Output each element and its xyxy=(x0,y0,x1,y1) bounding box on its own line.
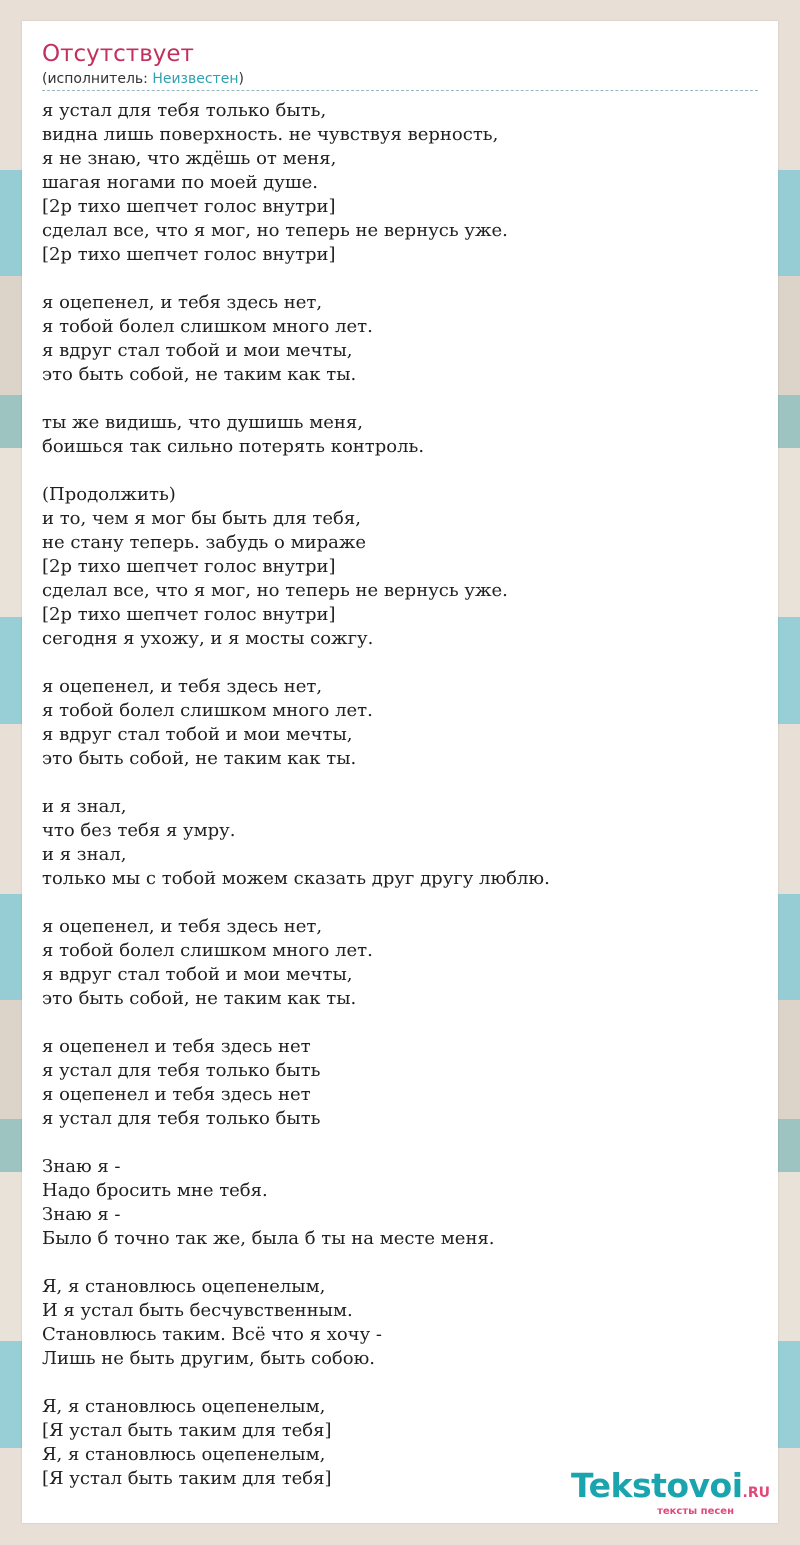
lyric-line: я устал для тебя только быть xyxy=(42,1060,321,1081)
lyric-line: это быть собой, не таким как ты. xyxy=(42,748,357,769)
lyric-line xyxy=(42,771,762,795)
lyric-line: я тобой болел слишком много лет. xyxy=(42,316,373,337)
lyric-line: [Я устал быть таким для тебя] xyxy=(42,1468,332,1489)
lyric-line: я оцепенел и тебя здесь нет xyxy=(42,1036,311,1057)
lyric-line: я вдруг стал тобой и мои мечты, xyxy=(42,964,353,985)
logo-wordmark xyxy=(570,1466,770,1510)
lyric-line: я тобой болел слишком много лет. xyxy=(42,700,373,721)
lyric-line: я оцепенел, и тебя здесь нет, xyxy=(42,292,323,313)
artist-link[interactable]: Неизвестен xyxy=(152,71,239,87)
lyric-line xyxy=(42,891,762,915)
lyric-line: это быть собой, не таким как ты. xyxy=(42,364,357,385)
artist-prefix: (исполнитель: xyxy=(42,71,153,87)
lyric-line: я устал для тебя только быть xyxy=(42,1108,321,1129)
lyric-line: сделал все, что я мог, но теперь не вернусь уже. xyxy=(42,220,508,241)
lyric-line: не стану теперь. забудь о мираже xyxy=(42,532,367,553)
lyric-line xyxy=(42,387,762,411)
artist-line xyxy=(42,71,244,87)
song-title: Отсутствует xyxy=(42,41,194,67)
lyric-line: это быть собой, не таким как ты. xyxy=(42,988,357,1009)
lyric-line: Лишь не быть другим, быть собою. xyxy=(42,1348,375,1369)
lyric-line xyxy=(42,1251,762,1275)
lyric-line: [2р тихо шепчет голос внутри] xyxy=(42,604,336,625)
lyric-line xyxy=(42,1131,762,1155)
lyric-line: Я, я становлюсь оцепенелым, xyxy=(42,1276,326,1297)
lyric-line: сделал все, что я мог, но теперь не вернусь уже. xyxy=(42,580,508,601)
site-logo[interactable] xyxy=(570,1466,770,1517)
lyric-line: [2р тихо шепчет голос внутри] xyxy=(42,244,336,265)
lyric-line: что без тебя я умру. xyxy=(42,820,236,841)
lyric-line: [Я устал быть таким для тебя] xyxy=(42,1420,332,1441)
lyric-line: я не знаю, что ждёшь от меня, xyxy=(42,148,337,169)
logo-tld: .RU xyxy=(742,1485,770,1501)
lyric-line: я оцепенел и тебя здесь нет xyxy=(42,1084,311,1105)
lyric-line: и я знал, xyxy=(42,844,127,865)
logo-tagline: тексты песен xyxy=(657,1506,734,1517)
lyric-line: я оцепенел, и тебя здесь нет, xyxy=(42,916,323,937)
lyrics-card xyxy=(22,21,778,1523)
lyric-line: Было б точно так же, была б ты на месте меня. xyxy=(42,1228,495,1249)
lyric-line: видна лишь поверхность. не чувствуя верность, xyxy=(42,124,499,145)
lyric-line: ты же видишь, что душишь меня, xyxy=(42,412,363,433)
lyric-line: Я, я становлюсь оцепенелым, xyxy=(42,1396,326,1417)
lyric-line: [2р тихо шепчет голос внутри] xyxy=(42,556,336,577)
lyric-line: я вдруг стал тобой и мои мечты, xyxy=(42,340,353,361)
logo-name: Tekstovoi xyxy=(570,1466,743,1505)
lyric-line: Надо бросить мне тебя. xyxy=(42,1180,268,1201)
lyric-line: Становлюсь таким. Всё что я хочу - xyxy=(42,1324,382,1345)
lyric-line: я тобой болел слишком много лет. xyxy=(42,940,373,961)
lyric-line: (Продолжить) xyxy=(42,484,176,505)
lyric-line: я вдруг стал тобой и мои мечты, xyxy=(42,724,353,745)
lyric-line xyxy=(42,1371,762,1395)
lyric-line: боишься так сильно потерять контроль. xyxy=(42,436,425,457)
lyric-line: сегодня я ухожу, и я мосты сожгу. xyxy=(42,628,374,649)
lyric-line xyxy=(42,1011,762,1035)
lyric-line: и то, чем я мог бы быть для тебя, xyxy=(42,508,361,529)
lyric-line: и я знал, xyxy=(42,796,127,817)
lyric-line: я устал для тебя только быть, xyxy=(42,100,327,121)
lyrics-text xyxy=(42,99,762,1491)
lyric-line: я оцепенел, и тебя здесь нет, xyxy=(42,676,323,697)
lyric-line xyxy=(42,459,762,483)
lyric-line xyxy=(42,267,762,291)
header-divider xyxy=(42,90,758,91)
lyric-line: шагая ногами по моей душе. xyxy=(42,172,318,193)
lyric-line: И я устал быть бесчувственным. xyxy=(42,1300,353,1321)
lyric-line: [2р тихо шепчет голос внутри] xyxy=(42,196,336,217)
lyric-line: только мы с тобой можем сказать друг другу люблю. xyxy=(42,868,550,889)
lyric-line: Знаю я - xyxy=(42,1156,121,1177)
lyric-line: Я, я становлюсь оцепенелым, xyxy=(42,1444,326,1465)
lyric-line xyxy=(42,651,762,675)
lyric-line: Знаю я - xyxy=(42,1204,121,1225)
artist-suffix: ) xyxy=(238,71,244,87)
